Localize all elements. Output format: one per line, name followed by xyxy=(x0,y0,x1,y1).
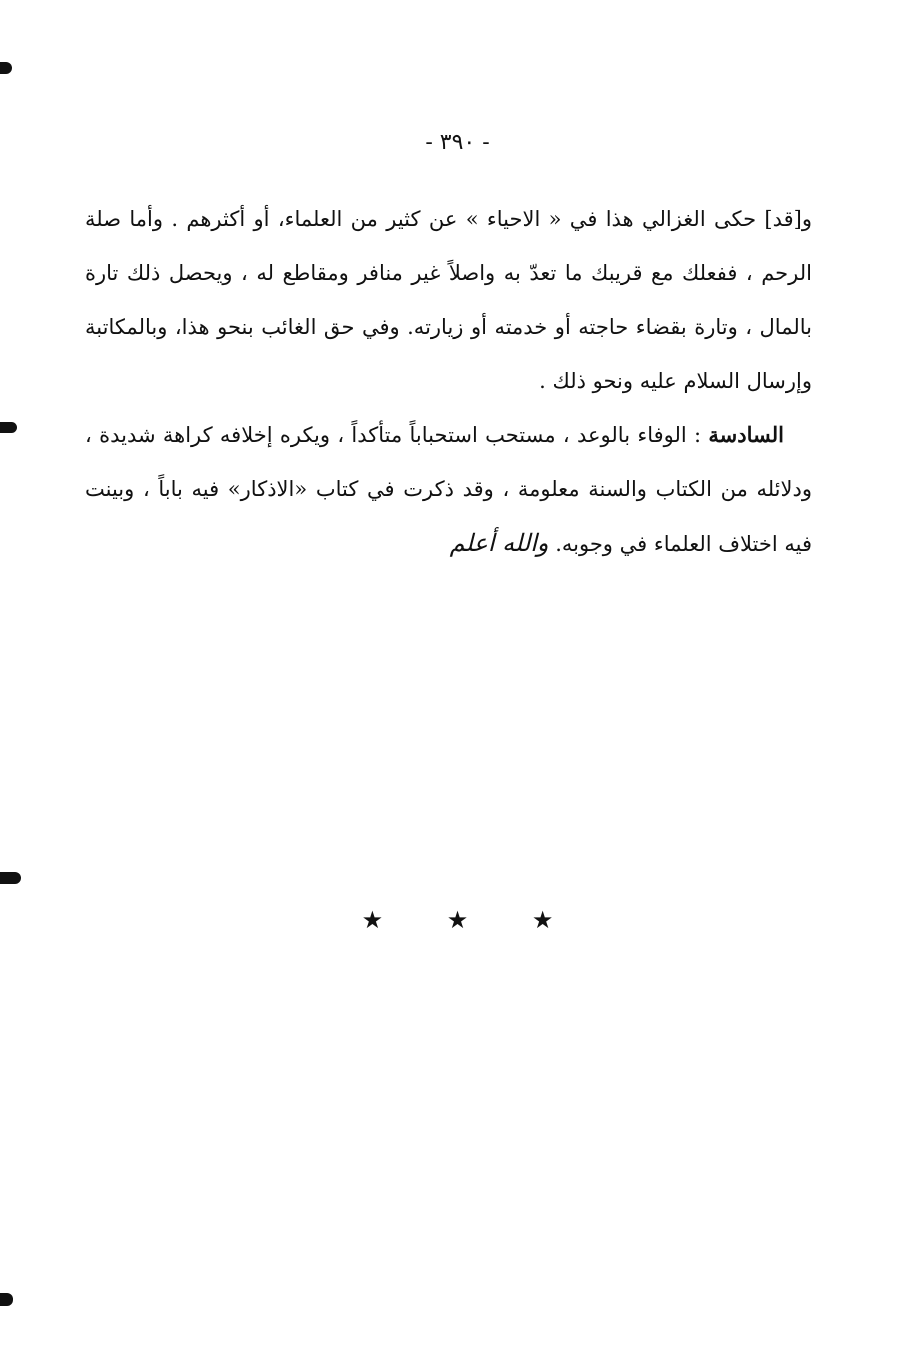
page-number: - ٣٩٠ - xyxy=(425,130,490,155)
section-separator-stars: ★ ★ ★ xyxy=(361,906,582,934)
paragraph-first: و[قد] حكى الغزالي هذا في « الاحياء » عن كثير من العلماء، أو أكثرهم . وأما صلة الرحم ، ففعلك مع قريبك ما تعدّ به واصلاً غير منافر ومقاطع له ، ويحصل ذلك تارة بالمال ، وتارة بقضاء حاجته أو خدمته أو زيارته. وفي حق الغائب بنحو هذا، وبالمكاتبة وإرسال السلام عليه ونحو ذلك . xyxy=(85,207,812,393)
section-label: السادسة xyxy=(708,422,784,447)
paragraph-second xyxy=(85,408,812,571)
margin-scan-mark xyxy=(0,1293,13,1306)
margin-scan-mark xyxy=(0,422,17,433)
margin-scan-mark xyxy=(0,872,21,884)
closing-phrase: والله أعلم xyxy=(449,529,549,557)
paragraph-second-text: : الوفاء بالوعد ، مستحب استحباباً متأكداً ، ويكره إخلافه كراهة شديدة ، ودلائله من الكتاب والسنة معلومة ، وقد ذكرت في كتاب «الاذكار» فيه باباً ، وبينت فيه اختلاف العلماء في وجوبه. xyxy=(85,423,812,556)
margin-scan-mark xyxy=(0,62,12,74)
body-text xyxy=(85,192,812,571)
